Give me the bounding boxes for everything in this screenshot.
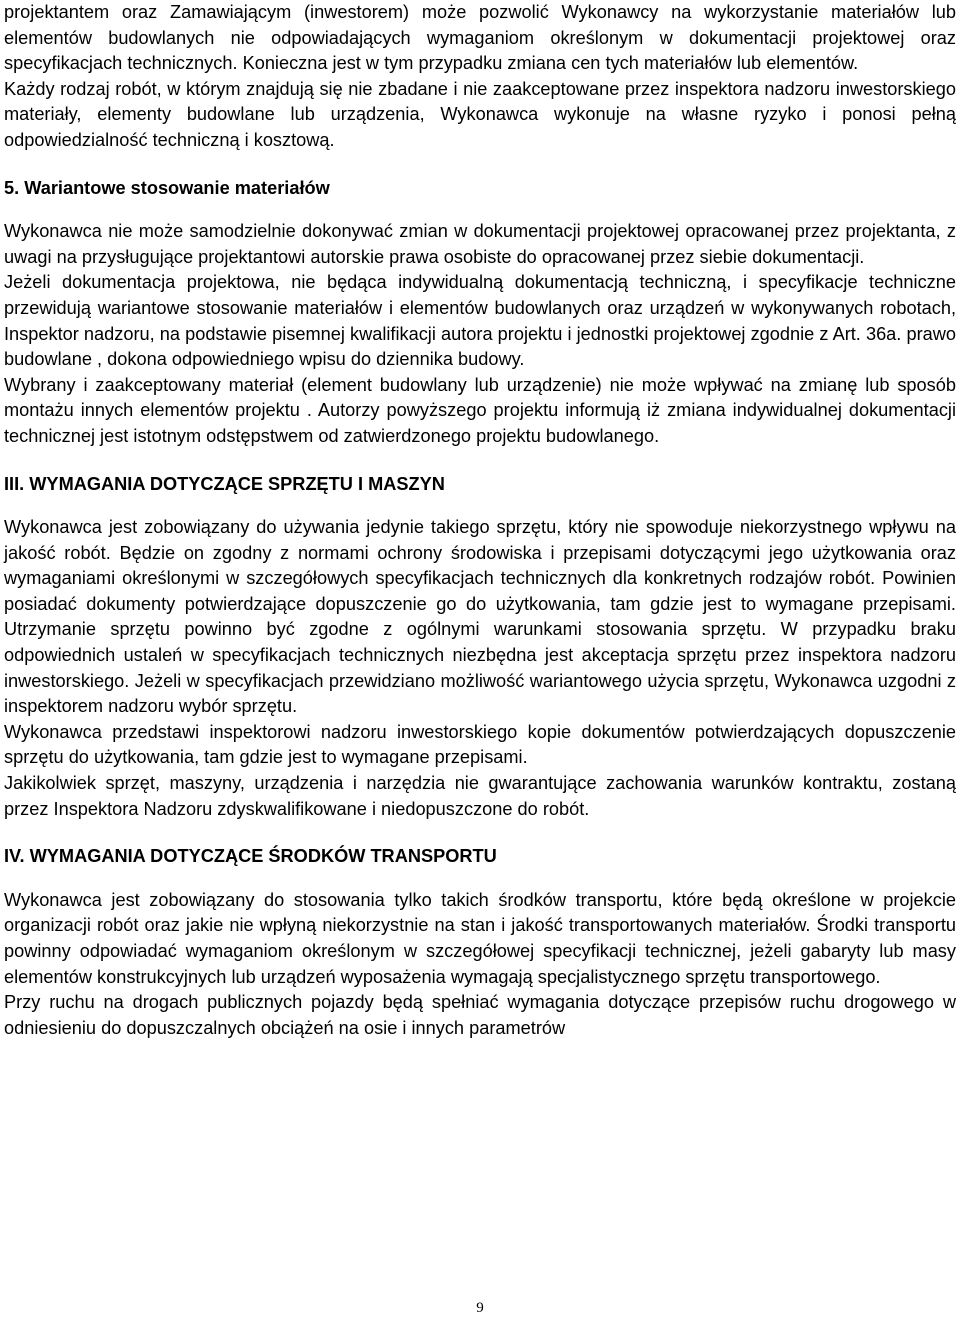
paragraph-equipment-disqualification: Jakikolwiek sprzęt, maszyny, urządzenia i narzędzia nie gwarantujące zachowania warunków kontraktu, zostaną przez Inspektora Nadzoru zdyskwalifikowane i niedopuszczone do robót. [4,773,956,819]
section-heading-equipment: III. WYMAGANIA DOTYCZĄCE SPRZĘTU I MASZYN [4,473,445,494]
document-page [4,0,956,1041]
paragraph-variant-application: Jeżeli dokumentacja projektowa, nie będąca indywidualną dokumentacją techniczną, i specyfikacje techniczne przewidują wariantowe stosowanie materiałów i elementów budowlanych oraz urządzeń w wykonywanych robotach, Inspektor nadzoru, na podstawie pisemnej kwalifikacji autora projektu i jednostki projektowej zgodnie z Art. 36a. prawo budowlane , dokona odpowiedniego wpisu do dziennika budowy. [4,272,956,370]
paragraph-equipment-documents: Wykonawca przedstawi inspektorowi nadzoru inwestorskiego kopie dokumentów potwierdzających dopuszczenie sprzętu do użytkowania, tam gdzie jest to wymagane przepisami. [4,721,956,768]
page-number: 9 [476,1300,484,1316]
paragraph-selected-material: Wybrany i zaakceptowany materiał (element budowlany lub urządzenie) nie może wpływać na zmianę lub sposób montażu innych elementów projektu . Autorzy powyższego projektu informują iż zmiana indywidualnej dokumentacji technicznej jest istotnym odstępstwem od zatwierdzonego projektu budowlanego. [4,374,956,446]
paragraph-unapproved-materials: Każdy rodzaj robót, w którym znajdują się nie zbadane i nie zaakceptowane przez inspektora nadzoru inwestorskiego materiały, elementy budowlane lub urządzenia, Wykonawca wykonuje na własne ryzyko i ponosi pełną odpowiedzialność techniczną i kosztową. [4,78,956,150]
paragraph-equipment-use: Wykonawca jest zobowiązany do używania jedynie takiego sprzętu, który nie spowoduje niekorzystnego wpływu na jakość robót. Będzie on zgodny z normami ochrony środowiska i przepisami dotyczącymi jego użytkowania oraz wymaganiami określonymi w szczegółowych specyfikacjach technicznych dla konkretnych rodzajów robót. Powinien posiadać dokumenty potwierdzające dopuszczenie go do użytkowania, tam gdzie jest to wymagane przepisami. Utrzymanie sprzętu powinno być zgodne z ogólnymi warunkami stosowania sprzętu. W przypadku braku odpowiednich ustaleń w specyfikacjach technicznych niezbędna jest akceptacja sprzętu przez inspektora nadzoru inwestorskiego. Jeżeli w specyfikacjach przewidziano możliwość wariantowego użycia sprzętu, Wykonawca uzgodni z inspektorem nadzoru wybór sprzętu. [4,517,956,717]
paragraph-public-roads: Przy ruchu na drogach publicznych pojazdy będą spełniać wymagania dotyczące przepisów ruchu drogowego w odniesieniu do dopuszczalnych obciążeń na osie i innych parametrów [4,992,956,1038]
paragraph-transport-means: Wykonawca jest zobowiązany do stosowania tylko takich środków transportu, które będą określone w projekcie organizacji robót oraz jakie nie wpłyną niekorzystnie na stan i jakość transportowanych materiałów. Środki transportu powinny odpowiadać wymaganiom określonym w szczegółowej specyfikacji technicznej, jeżeli gabaryty lub masy elementów konstrukcyjnych lub urządzeń wyposażenia wymagają specjalistycznego sprzętu transportowego. [4,889,956,987]
paragraph-material-substitution: projektantem oraz Zamawiającym (inwestorem) może pozwolić Wykonawcy na wykorzystanie materiałów lub elementów budowlanych nie odpowiadających wymaganiom określonym w dokumentacji projektowej oraz specyfikacjach technicznych. Konieczna jest w tym przypadku zmiana cen tych materiałów lub elementów. [4,2,956,74]
paragraph-no-changes-to-design: Wykonawca nie może samodzielnie dokonywać zmian w dokumentacji projektowej opracowanej przez projektanta, z uwagi na przysługujące projektantowi autorskie prawa osobiste do opracowanej przez siebie dokumentacji. [4,221,956,267]
section-heading-variant-materials: 5. Wariantowe stosowanie materiałów [4,177,330,198]
section-heading-transport: IV. WYMAGANIA DOTYCZĄCE ŚRODKÓW TRANSPORTU [4,846,497,867]
